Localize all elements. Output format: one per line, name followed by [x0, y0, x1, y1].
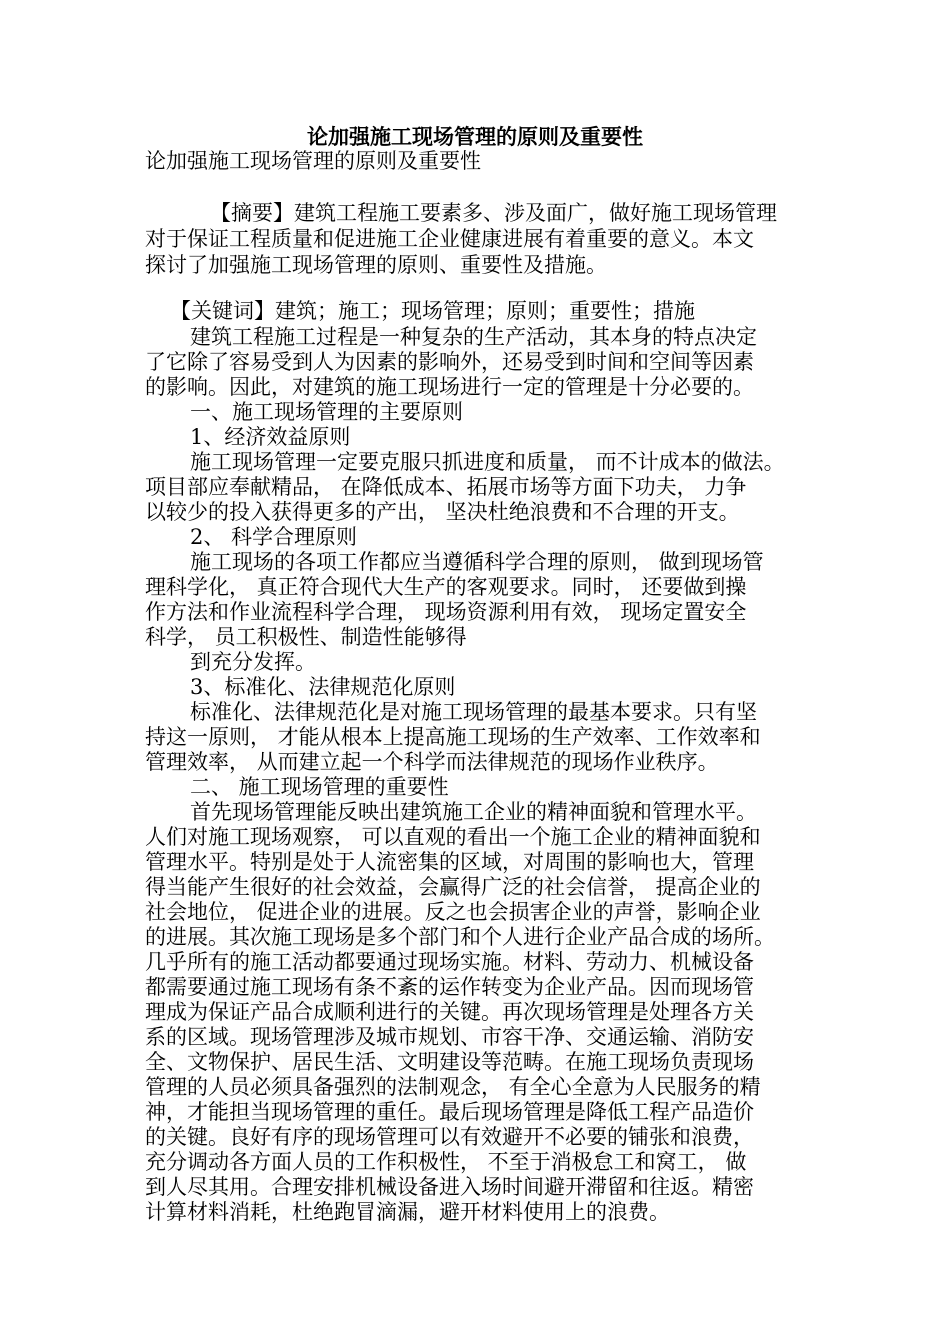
body-line: 到人尽其用。合理安排机械设备进入场时间避开滞留和往返。精密: [145, 1175, 754, 1199]
body-line: 施工现场管理一定要克服只抓进度和质量， 而不计成本的做法。: [190, 450, 785, 474]
body-line: 全、文物保护、居民生活、文明建设等范畴。在施工现场负责现场: [145, 1050, 754, 1074]
document-title: 论加强施工现场管理的原则及重要性: [307, 124, 643, 149]
body-line: 作方法和作业流程科学合理， 现场资源利用有效， 现场定置安全: [145, 600, 747, 624]
body-line: 管理的人员必须具备强烈的法制观念， 有全心全意为人民服务的精: [145, 1075, 761, 1099]
subtitle-line: 论加强施工现场管理的原则及重要性: [145, 149, 481, 173]
body-line: 神，才能担当现场管理的重任。最后现场管理是降低工程产品造价: [145, 1100, 754, 1124]
body-line: 充分调动各方面人员的工作积极性， 不至于消极怠工和窝工， 做: [145, 1150, 747, 1174]
subsection-heading: 3、标准化、法律规范化原则: [190, 675, 456, 699]
body-line: 管理水平。特别是处于人流密集的区域，对周围的影响也大，管理: [145, 850, 754, 874]
body-line: 标准化、法律规范化是对施工现场管理的最基本要求。只有坚: [190, 700, 757, 724]
body-line: 系的区域。现场管理涉及城市规划、市容干净、交通运输、消防安: [145, 1025, 754, 1049]
body-line: 管理效率， 从而建立起一个科学而法律规范的现场作业秩序。: [145, 750, 719, 774]
body-line: 的进展。其次施工现场是多个部门和个人进行企业产品合成的场所。: [145, 925, 775, 949]
abstract-line: 对于保证工程质量和促进施工企业健康进展有着重要的意义。本文: [145, 227, 754, 251]
body-line: 项目部应奉献精品， 在降低成本、拓展市场等方面下功夫， 力争: [145, 475, 747, 499]
body-line: 都需要通过施工现场有条不紊的运作转变为企业产品。因而现场管: [145, 975, 754, 999]
section-heading: 二、 施工现场管理的重要性: [190, 775, 449, 799]
body-line: 到充分发挥。: [190, 650, 316, 674]
body-line: 科学， 员工积极性、制造性能够得: [145, 625, 467, 649]
body-line: 以较少的投入获得更多的产出， 坚决杜绝浪费和不合理的开支。: [145, 500, 740, 524]
body-line: 施工现场的各项工作都应当遵循科学合理的原则， 做到现场管: [190, 550, 764, 574]
abstract-line: 探讨了加强施工现场管理的原则、重要性及措施。: [145, 253, 607, 277]
body-line: 几乎所有的施工活动都要通过现场实施。材料、劳动力、机械设备: [145, 950, 754, 974]
body-line: 持这一原则， 才能从根本上提高施工现场的生产效率、工作效率和: [145, 725, 761, 749]
body-line: 了它除了容易受到人为因素的影响外，还易受到时间和空间等因素: [145, 350, 754, 374]
body-line: 的影响。因此，对建筑的施工现场进行一定的管理是十分必要的。: [145, 375, 754, 399]
body-line: 计算材料消耗，杜绝跑冒滴漏，避开材料使用上的浪费。: [145, 1200, 670, 1224]
abstract-line: 【摘要】建筑工程施工要素多、涉及面广，做好施工现场管理: [210, 201, 777, 225]
body-line: 社会地位， 促进企业的进展。反之也会损害企业的声誉，影响企业: [145, 900, 761, 924]
body-line: 得当能产生很好的社会效益，会赢得广泛的社会信誉， 提高企业的: [145, 875, 761, 899]
section-heading: 一、施工现场管理的主要原则: [190, 400, 463, 424]
body-line: 建筑工程施工过程是一种复杂的生产活动，其本身的特点决定: [190, 325, 757, 349]
body-line: 理成为保证产品合成顺利进行的关键。再次现场管理是处理各方关: [145, 1000, 754, 1024]
body-line: 理科学化， 真正符合现代大生产的客观要求。同时， 还要做到操: [145, 575, 747, 599]
body-line: 人们对施工现场观察， 可以直观的看出一个施工企业的精神面貌和: [145, 825, 761, 849]
body-line: 的关键。良好有序的现场管理可以有效避开不必要的铺张和浪费，: [145, 1125, 754, 1149]
subsection-heading: 2、 科学合理原则: [190, 525, 358, 549]
body-line: 首先现场管理能反映出建筑施工企业的精神面貌和管理水平。: [190, 800, 757, 824]
subsection-heading: 1、经济效益原则: [190, 425, 351, 449]
keywords-line: 【关键词】建筑；施工；现场管理；原则；重要性；措施: [170, 299, 695, 323]
